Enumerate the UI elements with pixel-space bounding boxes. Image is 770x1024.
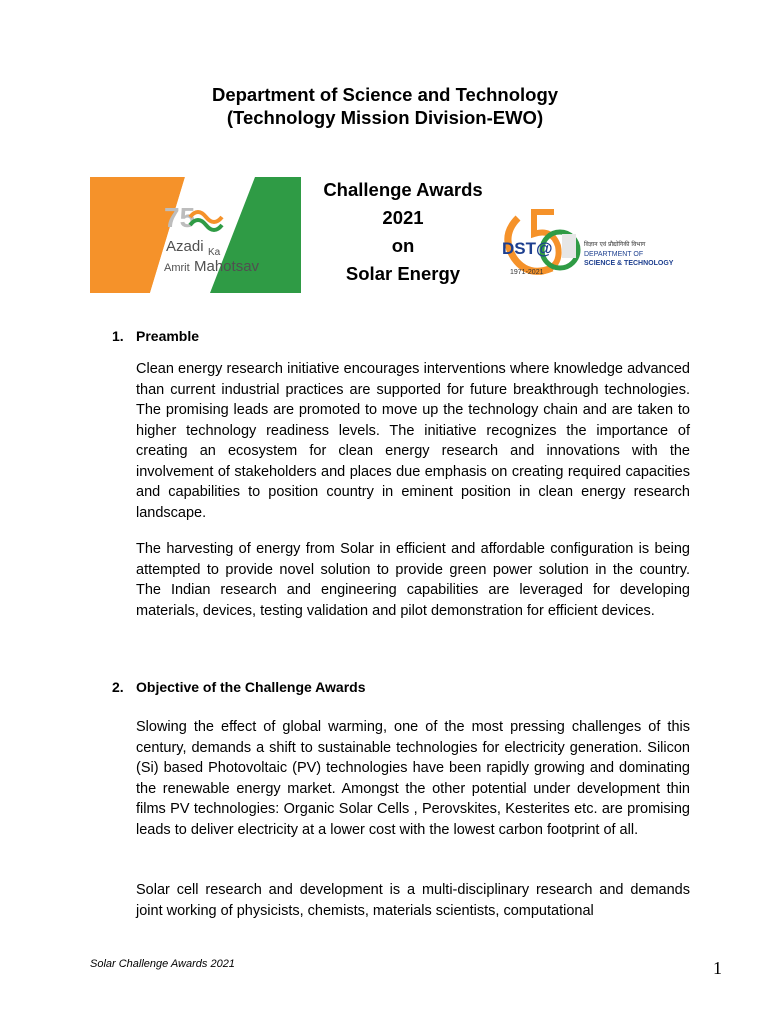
section-number: 2. [112,679,124,695]
award-title-block [303,176,503,288]
dst-mark: DST@ [502,239,553,258]
section-title: Preamble [136,328,200,344]
section-title: Objective of the Challenge Awards [136,679,366,695]
page-number: 1 [713,958,722,978]
document-header [0,83,770,129]
dst-years: 1971-2021 [510,269,544,276]
award-title: Challenge Awards [323,179,483,200]
section-2-heading [112,678,366,696]
footer-title: Solar Challenge Awards 2021 [90,958,235,970]
objective-paragraph-2: Solar cell research and development is a multi-disciplinary research and demands joint working of physicists, chemists, materials scientists, computational [136,882,690,919]
ka-word: Ka [208,247,221,258]
award-year: 2021 [382,207,424,228]
amrit-word: Amrit [164,262,190,274]
preamble-paragraph-1: Clean energy research initiative encourages interventions where knowledge advanced than current industrial practices are supported for future breakthrough technologies. The promising leads are promoted to move up the technology chain and are taken to higher technology readiness levels. The initiative recognizes the importance of creating an ecosystem for clean energy research and innovations with the involvement of stakeholders and places due emphasis on creating required capacities and capabilities to position country in eminent position in clean energy research landscape. [136,361,690,521]
dst-dept-line1: DEPARTMENT OF [584,251,644,258]
dst-dept-line2: SCIENCE & TECHNOLOGY [584,260,674,267]
azadi-number: 75 [164,202,196,233]
award-on: on [391,235,415,256]
azadi-ka-amrit-mahotsav-logo [90,177,301,293]
preamble-paragraph-2: The harvesting of energy from Solar in efficient and affordable configuration is being attempted to provide novel solution to provide green power solution in the country. The Indian research and engineering capabilities are leveraged for developing materials, devices, testing validation and pilot demonstration for efficient devices. [136,541,690,619]
objective-paragraph-1: Slowing the effect of global warming, one of the most pressing challenges of this century, demands a shift to sustainable technologies for electricity generation. Silicon (Si) based Photovoltaic (PV) technologies have been rapidly growing and dominating the renewable energy market. Amongst the other potential under development thin films PV technologies: Organic Solar Cells , Perovskites, Kesterites etc. are promising leads to deliver electricity at a lower cost with the lowest carbon footprint of all. [136,719,690,838]
mahotsav-word: Mahotsav [194,258,260,275]
header-division: (Technology Mission Division-EWO) [226,107,544,128]
header-department: Department of Science and Technology [211,84,559,105]
dst-hindi-name: विज्ञान एवं प्रौद्योगिकी विभाग [584,241,646,248]
section-1-heading [112,327,199,345]
award-topic: Solar Energy [345,263,461,284]
dst-50-years-logo [498,208,678,288]
azadi-word: Azadi [166,238,204,255]
section-number: 1. [112,328,124,344]
